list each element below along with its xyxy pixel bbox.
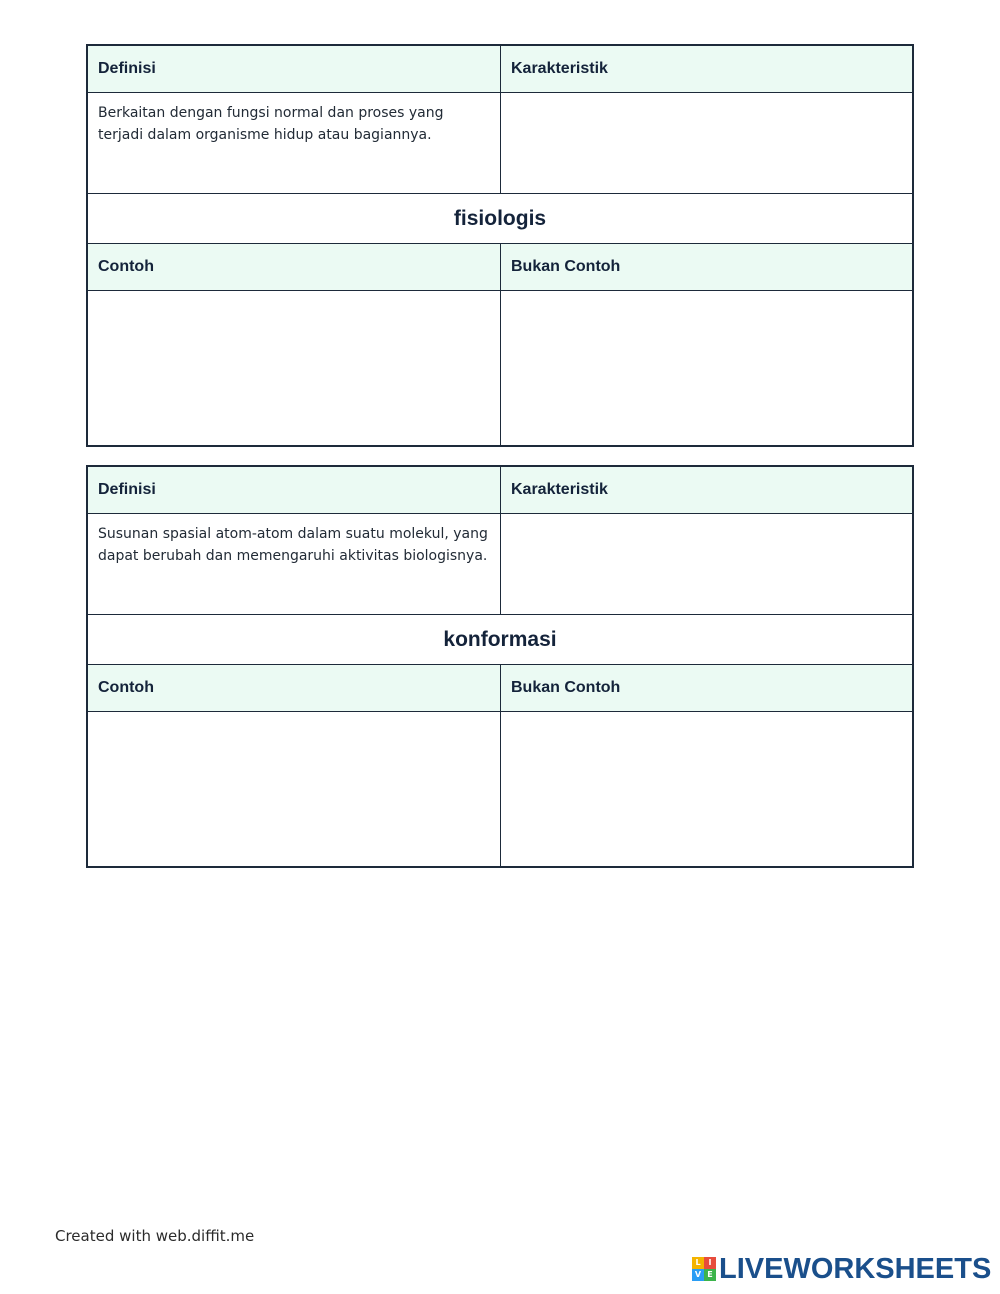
brand-name: LIVEWORKSHEETS xyxy=(719,1252,992,1285)
characteristics-label: Karakteristik xyxy=(500,46,912,92)
definition-content-row xyxy=(88,514,912,615)
characteristics-field[interactable] xyxy=(500,514,912,614)
liveworksheets-brand xyxy=(692,1252,991,1286)
definition-content-row xyxy=(88,93,912,194)
definition-label: Definisi xyxy=(98,481,156,498)
liveworksheets-logo-icon: L I V E xyxy=(692,1257,716,1281)
definition-label: Definisi xyxy=(98,60,156,77)
footer-credit: Created with web.diffit.me xyxy=(55,1227,255,1245)
non-examples-label: Bukan Contoh xyxy=(500,244,912,290)
examples-content-row xyxy=(88,291,912,447)
definition-header-row xyxy=(88,46,912,93)
non-examples-label: Bukan Contoh xyxy=(500,665,912,711)
frayer-card-fisiologis xyxy=(86,44,914,447)
characteristics-label: Karakteristik xyxy=(500,467,912,513)
term-title: fisiologis xyxy=(453,206,547,230)
definition-text: Susunan spasial atom-atom dalam suatu molekul, yang dapat berubah dan memengaruhi aktivitas biologisnya. xyxy=(98,526,488,564)
term-row xyxy=(88,615,912,665)
term-row xyxy=(88,194,912,244)
definition-text: Berkaitan dengan fungsi normal dan proses yang terjadi dalam organisme hidup atau bagiannya. xyxy=(98,105,444,143)
examples-label: Contoh xyxy=(98,679,154,696)
examples-label: Contoh xyxy=(98,258,154,275)
examples-header-row xyxy=(88,665,912,712)
definition-header-row xyxy=(88,467,912,514)
non-examples-field[interactable] xyxy=(500,712,912,868)
characteristics-field[interactable] xyxy=(500,93,912,193)
examples-field[interactable] xyxy=(88,712,500,868)
examples-header-row xyxy=(88,244,912,291)
non-examples-field[interactable] xyxy=(500,291,912,447)
frayer-card-konformasi xyxy=(86,465,914,868)
examples-content-row xyxy=(88,712,912,868)
term-title: konformasi xyxy=(443,627,557,651)
examples-field[interactable] xyxy=(88,291,500,447)
